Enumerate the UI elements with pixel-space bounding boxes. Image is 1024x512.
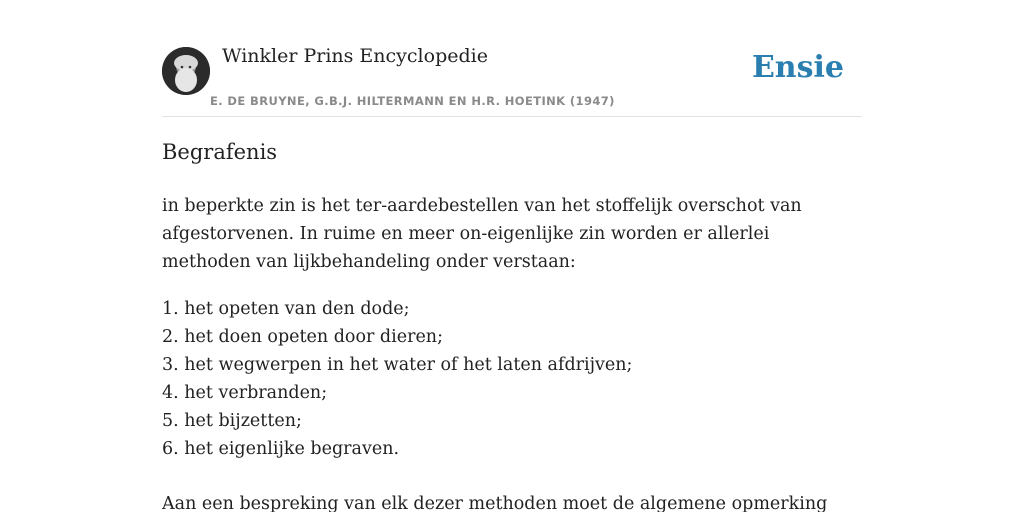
list-item: 4. het verbranden; <box>162 383 328 403</box>
encyclopedia-authors: E. DE BRUYNE, G.B.J. HILTERMANN EN H.R. HOETINK (1947) <box>210 94 615 108</box>
list-item: 3. het wegwerpen in het water of het laten afdrijven; <box>162 355 633 375</box>
ensie-logo-link[interactable]: Ensie <box>751 50 844 85</box>
encyclopedia-title[interactable]: Winkler Prins Encyclopedie <box>222 45 488 67</box>
list-item: 2. het doen opeten door dieren; <box>162 327 443 347</box>
portrait-image <box>162 47 210 95</box>
list-item: 1. het opeten van den dode; <box>162 299 410 319</box>
list-item: 6. het eigenlijke begraven. <box>162 439 400 459</box>
list-item: 5. het bijzetten; <box>162 411 302 431</box>
article-intro: in beperkte zin is het ter-aardebestellen van het stoffelijk overschot van afgestorvenen. In ruime en meer on-eigenlijke zin worden er allerlei methoden van lijkbehandeling onder verstaan: <box>162 196 802 272</box>
page <box>162 0 862 512</box>
article-paragraph: Aan een bespreking van elk dezer methoden moet de algemene opmerking <box>162 494 828 512</box>
site-header <box>162 0 862 117</box>
author-avatar[interactable] <box>162 47 210 95</box>
article-title: Begrafenis <box>162 140 278 164</box>
methods-list <box>162 295 632 463</box>
